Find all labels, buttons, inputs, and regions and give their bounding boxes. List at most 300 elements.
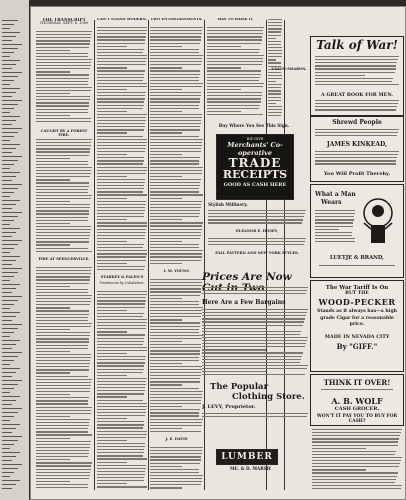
ad-cash-grocer: CASH GROCER. (334, 406, 380, 412)
edge-text-line (2, 236, 12, 237)
text-line (150, 241, 182, 242)
ad-wolf-name: A. B. WOLF (331, 396, 383, 406)
text-line (150, 139, 203, 140)
text-line (315, 81, 392, 82)
text-line (150, 95, 201, 96)
text-line (312, 463, 400, 464)
text-line (150, 201, 202, 202)
text-line (36, 338, 89, 339)
text-line (150, 363, 182, 364)
text-line (36, 53, 88, 54)
text-line (36, 118, 91, 119)
text-line (36, 179, 70, 180)
edge-text-line (2, 164, 14, 165)
text-line (97, 207, 145, 208)
text-line (97, 185, 144, 186)
text-line (150, 463, 200, 464)
ad-body (319, 264, 395, 270)
headline-two-entertainments: TWO ENTERTAINMENTS. (150, 18, 203, 21)
edge-text-line (2, 152, 12, 153)
text-line (36, 329, 70, 330)
text-line (150, 235, 201, 236)
text-line (97, 46, 127, 47)
ad-body (315, 150, 399, 168)
text-line (97, 139, 147, 140)
text-line (36, 444, 90, 445)
text-line (202, 325, 303, 326)
text-line (97, 132, 127, 133)
text-line (97, 474, 145, 475)
edge-text-line (2, 336, 10, 337)
text-line (36, 286, 70, 287)
text-line (97, 477, 144, 478)
edge-text-line (2, 376, 12, 377)
text-line (208, 244, 304, 245)
text-line (150, 391, 203, 392)
ad-we-give: WE GIVE (246, 137, 264, 141)
edge-text-line (2, 180, 12, 181)
text-line (315, 222, 353, 223)
text-line (312, 460, 401, 461)
text-line (36, 332, 90, 333)
text-line (97, 83, 147, 84)
text-line (315, 72, 395, 73)
text-line (36, 210, 89, 211)
text-line (36, 161, 88, 162)
text-line (150, 484, 201, 485)
text-line (207, 114, 263, 115)
text-line (312, 441, 398, 442)
edge-text-line (2, 184, 22, 185)
text-line (97, 58, 147, 59)
text-line (36, 382, 91, 383)
text-line (97, 213, 144, 214)
text-line (36, 59, 92, 60)
edge-text-line (2, 132, 18, 133)
text-line (36, 213, 89, 214)
text-line (150, 304, 199, 305)
text-line (97, 74, 144, 75)
text-line (150, 111, 182, 112)
edge-text-line (2, 72, 22, 73)
edge-text-line (2, 244, 18, 245)
text-line (150, 67, 182, 68)
text-line (150, 222, 203, 223)
edge-text-line (2, 192, 14, 193)
text-line (150, 52, 199, 53)
text-line (36, 121, 91, 122)
text-line (207, 33, 263, 34)
text-line (36, 68, 90, 69)
text-line (36, 276, 90, 277)
text-line (97, 117, 146, 118)
text-line (202, 321, 304, 322)
text-line (36, 376, 88, 377)
text-line (97, 328, 146, 329)
text-line (315, 78, 393, 79)
text-line (97, 229, 146, 230)
text-line (36, 400, 88, 401)
text-line (202, 343, 306, 344)
article-body (207, 26, 264, 118)
text-line (97, 191, 143, 192)
text-line (36, 40, 90, 41)
text-line (315, 151, 399, 152)
text-line (97, 344, 143, 345)
text-line (97, 396, 127, 397)
text-line (315, 135, 397, 136)
notice-starkey-sub: Treatment by Inhalation. (99, 281, 145, 285)
text-line (97, 350, 147, 351)
text-line (97, 449, 144, 450)
column-2 (97, 18, 147, 490)
text-line (97, 415, 145, 416)
text-line (150, 475, 203, 476)
text-line (312, 488, 401, 489)
edge-text-line (2, 316, 16, 317)
edge-text-line (2, 372, 16, 373)
text-line (97, 198, 127, 199)
text-line (312, 448, 366, 449)
text-line (315, 132, 398, 133)
text-line (97, 145, 146, 146)
ad-merchants-name: Merchants' Co-operative (227, 141, 283, 157)
edge-text-line (2, 412, 18, 413)
text-line (97, 381, 146, 382)
text-line (202, 352, 303, 353)
text-line (97, 101, 144, 102)
text-line (97, 136, 143, 137)
text-line (36, 151, 90, 152)
text-line (312, 466, 399, 467)
text-line (36, 394, 70, 395)
text-line (150, 89, 182, 90)
text-line (97, 86, 147, 87)
text-line (97, 151, 145, 152)
text-line (97, 384, 146, 385)
text-line (150, 129, 200, 130)
edge-text-line (2, 408, 22, 409)
edge-text-line (2, 436, 22, 437)
article-body (150, 26, 203, 266)
column-1 (36, 18, 92, 490)
text-line (208, 222, 302, 223)
text-line (97, 334, 145, 335)
text-line (36, 50, 70, 51)
edge-text-line (2, 216, 18, 217)
text-line (315, 241, 355, 242)
text-line (150, 213, 200, 214)
edge-text-line (2, 468, 18, 469)
text-line (150, 27, 203, 28)
text-line (207, 43, 261, 44)
edge-text-line (2, 452, 20, 453)
edge-text-line (2, 312, 20, 313)
text-line (207, 36, 262, 37)
text-line (150, 487, 182, 488)
ad-what-a-man: What a Man (315, 191, 356, 198)
text-line (150, 194, 203, 195)
text-line (36, 419, 90, 420)
text-line (36, 366, 89, 367)
text-line (36, 422, 89, 423)
text-line (97, 424, 144, 425)
text-line (36, 314, 89, 315)
text-line (36, 145, 91, 146)
text-line (97, 241, 127, 242)
text-line (97, 310, 127, 311)
text-line (150, 151, 201, 152)
text-line (202, 290, 307, 291)
text-line (97, 210, 145, 211)
text-line (97, 253, 147, 254)
text-line (36, 428, 88, 429)
text-line (312, 438, 399, 439)
text-line (150, 58, 202, 59)
text-line (36, 413, 91, 414)
text-line (97, 238, 145, 239)
edge-text-line (2, 140, 10, 141)
ad-great-book: A GREAT BOOK FOR MEN. (320, 92, 394, 98)
ad-think: THINK IT OVER! (323, 378, 391, 387)
text-line (150, 412, 199, 413)
text-line (97, 95, 145, 96)
ad-good-as-cash: GOOD AS CASH HERE (223, 182, 287, 188)
text-line (36, 139, 92, 140)
edge-text-line (2, 240, 22, 241)
text-line (36, 198, 91, 199)
text-line (202, 365, 308, 366)
text-line (315, 226, 353, 227)
edge-text-line (2, 288, 16, 289)
text-line (97, 353, 127, 354)
edge-text-line (2, 368, 20, 369)
text-line (150, 469, 199, 470)
text-line (150, 191, 199, 192)
text-line (150, 422, 202, 423)
text-line (150, 307, 203, 308)
edge-text-line (2, 364, 10, 365)
text-line (97, 256, 146, 257)
text-line (150, 46, 182, 47)
text-line (97, 331, 127, 332)
text-line (97, 297, 146, 298)
ad-kinkead-name: JAMES KINKEAD, (326, 141, 388, 148)
text-line (36, 385, 91, 386)
text-line (207, 52, 259, 53)
text-line (97, 486, 147, 487)
text-line (150, 394, 202, 395)
edge-text-line (2, 24, 14, 25)
ad-trade-receipts (216, 134, 294, 200)
text-line (150, 142, 202, 143)
text-line (36, 93, 70, 94)
text-line (207, 101, 261, 102)
text-line (36, 475, 90, 476)
text-line (207, 55, 264, 56)
text-line (150, 263, 182, 264)
edge-text-line (2, 224, 10, 225)
text-line (97, 347, 147, 348)
text-line (315, 75, 365, 76)
edge-text-line (2, 272, 18, 273)
edge-text-line (2, 384, 18, 385)
text-line (150, 74, 200, 75)
text-line (97, 294, 147, 295)
text-line (150, 310, 202, 311)
text-line (36, 478, 89, 479)
text-line (150, 204, 201, 205)
text-line (315, 65, 396, 66)
text-line (150, 126, 200, 127)
text-line (150, 353, 200, 354)
ad-lumber: LUMBER (216, 449, 278, 465)
text-line (315, 160, 396, 161)
text-line (97, 375, 127, 376)
text-line (150, 406, 182, 407)
text-line (97, 409, 146, 410)
text-line (150, 425, 202, 426)
text-line (36, 438, 70, 439)
text-line (36, 229, 91, 230)
text-line (207, 46, 241, 47)
text-line (97, 393, 144, 394)
text-line (36, 65, 91, 66)
text-line (207, 61, 263, 62)
text-line (36, 176, 90, 177)
text-line (207, 98, 261, 99)
text-line (36, 410, 91, 411)
edge-text-line (2, 432, 12, 433)
text-line (150, 481, 202, 482)
text-line (36, 235, 90, 236)
text-line (36, 462, 92, 463)
text-line (202, 346, 305, 347)
edge-text-line (2, 228, 20, 229)
edge-text-line (2, 252, 10, 253)
text-line (150, 253, 202, 254)
article-body (36, 30, 92, 126)
text-line (150, 105, 199, 106)
text-line (97, 89, 127, 90)
text-line (207, 89, 241, 90)
text-line (207, 64, 262, 65)
text-line (150, 338, 202, 339)
edge-text-line (2, 220, 14, 221)
text-line (97, 70, 145, 71)
text-line (150, 64, 201, 65)
text-line (202, 356, 302, 357)
text-line (36, 357, 91, 358)
headline-cant-stand: CAN'T STAND MODERN. (97, 18, 147, 21)
ad-body (202, 286, 308, 296)
text-line (97, 154, 127, 155)
text-line (36, 267, 92, 268)
edge-text-line (2, 52, 14, 53)
edge-text-line (2, 32, 20, 33)
text-line (150, 313, 202, 314)
text-line (97, 176, 127, 177)
edge-text-line (2, 116, 20, 117)
ad-buy-where: Buy Where You See This Sign. (218, 123, 290, 128)
edge-text-line (2, 460, 12, 461)
edge-text-line (2, 456, 16, 457)
text-line (97, 412, 146, 413)
ad-shrewd: Shrewd People (332, 119, 382, 126)
text-line (36, 484, 88, 485)
text-line (312, 469, 366, 470)
ad-made-in: MADE IN NEVADA CITY (324, 333, 390, 340)
text-line (36, 220, 88, 221)
text-line (36, 459, 70, 460)
text-line (36, 326, 91, 327)
text-line (36, 465, 91, 466)
edge-text-line (2, 360, 14, 361)
text-line (97, 390, 145, 391)
text-line (202, 416, 307, 417)
text-line (150, 288, 201, 289)
text-line (97, 244, 144, 245)
text-line (150, 120, 201, 121)
text-line (36, 47, 89, 48)
text-line (97, 446, 145, 447)
text-line (36, 109, 88, 110)
text-line (312, 476, 397, 477)
text-line (97, 303, 145, 304)
text-line (202, 312, 307, 313)
text-line (97, 148, 146, 149)
text-line (97, 365, 144, 366)
edge-text-line (2, 268, 22, 269)
text-line (207, 67, 241, 68)
ad-body (208, 209, 306, 227)
text-line (202, 374, 305, 375)
text-line (207, 80, 259, 81)
column-6 (270, 18, 308, 118)
ad-wears: Wears (321, 199, 342, 206)
text-line (36, 142, 91, 143)
text-line (97, 170, 147, 171)
text-line (150, 229, 202, 230)
text-line (150, 170, 202, 171)
edge-text-line (2, 400, 16, 401)
text-line (150, 428, 182, 429)
text-line (97, 129, 144, 130)
text-line (36, 84, 88, 85)
headline-spencerville: FIRE AT SPENCERVILLE. (38, 257, 90, 261)
ad-levy: J. LEVY, Proprietor. (202, 404, 256, 410)
ad-prices-cut: Prices Are Now (202, 272, 292, 283)
text-line (36, 301, 91, 302)
ad-receipts: RECEIPTS (222, 168, 288, 181)
edge-text-line (2, 144, 20, 145)
text-line (150, 282, 202, 283)
text-line (97, 468, 146, 469)
text-line (315, 232, 352, 233)
text-line (97, 157, 144, 158)
edge-text-line (2, 444, 14, 445)
edge-text-line (2, 284, 20, 285)
text-line (97, 123, 145, 124)
text-line (150, 49, 199, 50)
ad-but-the: BUT THE (345, 291, 369, 296)
article-body (97, 290, 147, 490)
text-line (97, 260, 146, 261)
edge-text-line (2, 232, 16, 233)
text-line (315, 56, 399, 57)
ad-body (315, 99, 399, 113)
text-line (97, 64, 146, 65)
